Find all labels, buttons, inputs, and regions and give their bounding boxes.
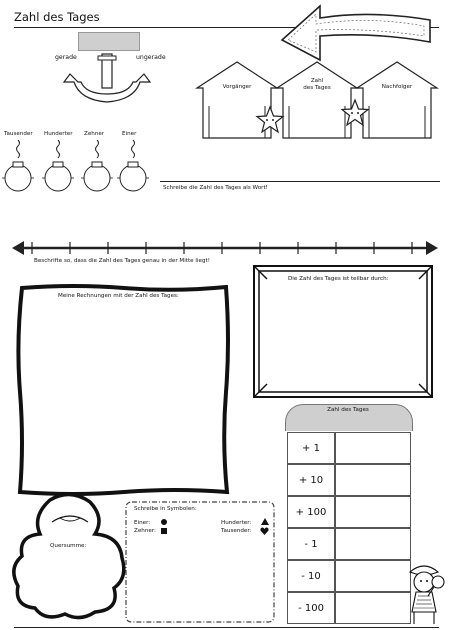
word-line[interactable] bbox=[160, 181, 440, 182]
symbols-ones-label: Einer: bbox=[134, 520, 151, 526]
table-row bbox=[287, 528, 335, 560]
symbols-title: Schreibe in Symbolen: bbox=[134, 506, 197, 512]
anchor-icon bbox=[60, 52, 155, 107]
place-label-ones: Einer bbox=[122, 131, 137, 137]
row-op-label: + 1 bbox=[302, 442, 320, 454]
circle-icon bbox=[161, 519, 167, 525]
table-answer-cell[interactable] bbox=[335, 496, 411, 528]
cross-sum-label: Quersumme: bbox=[50, 543, 87, 549]
place-label-thousands: Tausender bbox=[4, 131, 33, 137]
row-op-label: - 10 bbox=[301, 570, 321, 582]
number-line bbox=[10, 238, 440, 258]
table-row bbox=[287, 592, 335, 624]
row-op-label: - 100 bbox=[298, 602, 324, 614]
symbols-thousands-label: Tausender: bbox=[221, 528, 252, 534]
calculations-title: Meine Rechnungen mit der Zahl des Tages: bbox=[58, 293, 179, 299]
table-answer-cell[interactable] bbox=[335, 592, 411, 624]
table-row bbox=[287, 432, 411, 624]
heart-icon bbox=[260, 527, 269, 535]
table-answer-cell[interactable] bbox=[335, 432, 411, 464]
table-row bbox=[287, 496, 335, 528]
table-header-label: Zahl des Tages bbox=[327, 407, 369, 413]
curved-arrow-icon bbox=[280, 2, 440, 62]
square-icon bbox=[161, 528, 167, 534]
divisible-frame[interactable] bbox=[253, 265, 433, 398]
table-row bbox=[287, 560, 335, 592]
place-label-tens: Zehner bbox=[84, 131, 105, 137]
bottom-divider bbox=[14, 627, 439, 628]
house-label-number-line2: des Tages bbox=[303, 85, 331, 91]
house-label-predecessor: Vorgänger bbox=[222, 84, 252, 90]
number-box[interactable] bbox=[78, 32, 140, 51]
triangle-icon bbox=[261, 518, 269, 525]
row-op-label: + 100 bbox=[295, 506, 327, 518]
table-answer-cell[interactable] bbox=[335, 464, 411, 496]
row-op-label: + 10 bbox=[298, 474, 324, 486]
star-icon bbox=[340, 98, 370, 128]
cloud-frame[interactable] bbox=[10, 488, 130, 623]
symbols-tens-label: Zehner: bbox=[134, 528, 156, 534]
row-op-label: - 1 bbox=[304, 538, 318, 550]
table-answer-cell[interactable] bbox=[335, 528, 411, 560]
calculations-frame[interactable] bbox=[14, 282, 234, 497]
detective-girl-icon bbox=[402, 560, 448, 626]
house-label-successor: Nachfolger bbox=[381, 84, 413, 90]
symbols-hundreds-label: Hunderter: bbox=[221, 520, 252, 526]
place-label-hundreds: Hunderter bbox=[44, 131, 73, 137]
divisible-title: Die Zahl des Tages ist teilbar durch: bbox=[288, 276, 389, 282]
page-title: Zahl des Tages bbox=[14, 10, 100, 24]
lightbulb-icons bbox=[0, 138, 160, 200]
table-row bbox=[287, 432, 335, 464]
number-line-instruction: Beschrifte so, dass die Zahl des Tages genau in der Mitte liegt! bbox=[34, 258, 210, 264]
write-as-word-instruction: Schreibe die Zahl des Tages als Wort! bbox=[163, 185, 268, 191]
table-row bbox=[287, 464, 335, 496]
star-icon bbox=[255, 105, 285, 135]
houses-illustration bbox=[195, 58, 440, 140]
symbols-frame[interactable] bbox=[124, 500, 276, 624]
odd-label: ungerade bbox=[136, 54, 166, 61]
even-label: gerade bbox=[55, 54, 77, 61]
table-answer-cell[interactable] bbox=[335, 560, 411, 592]
house-label-number-line1: Zahl bbox=[310, 78, 324, 84]
